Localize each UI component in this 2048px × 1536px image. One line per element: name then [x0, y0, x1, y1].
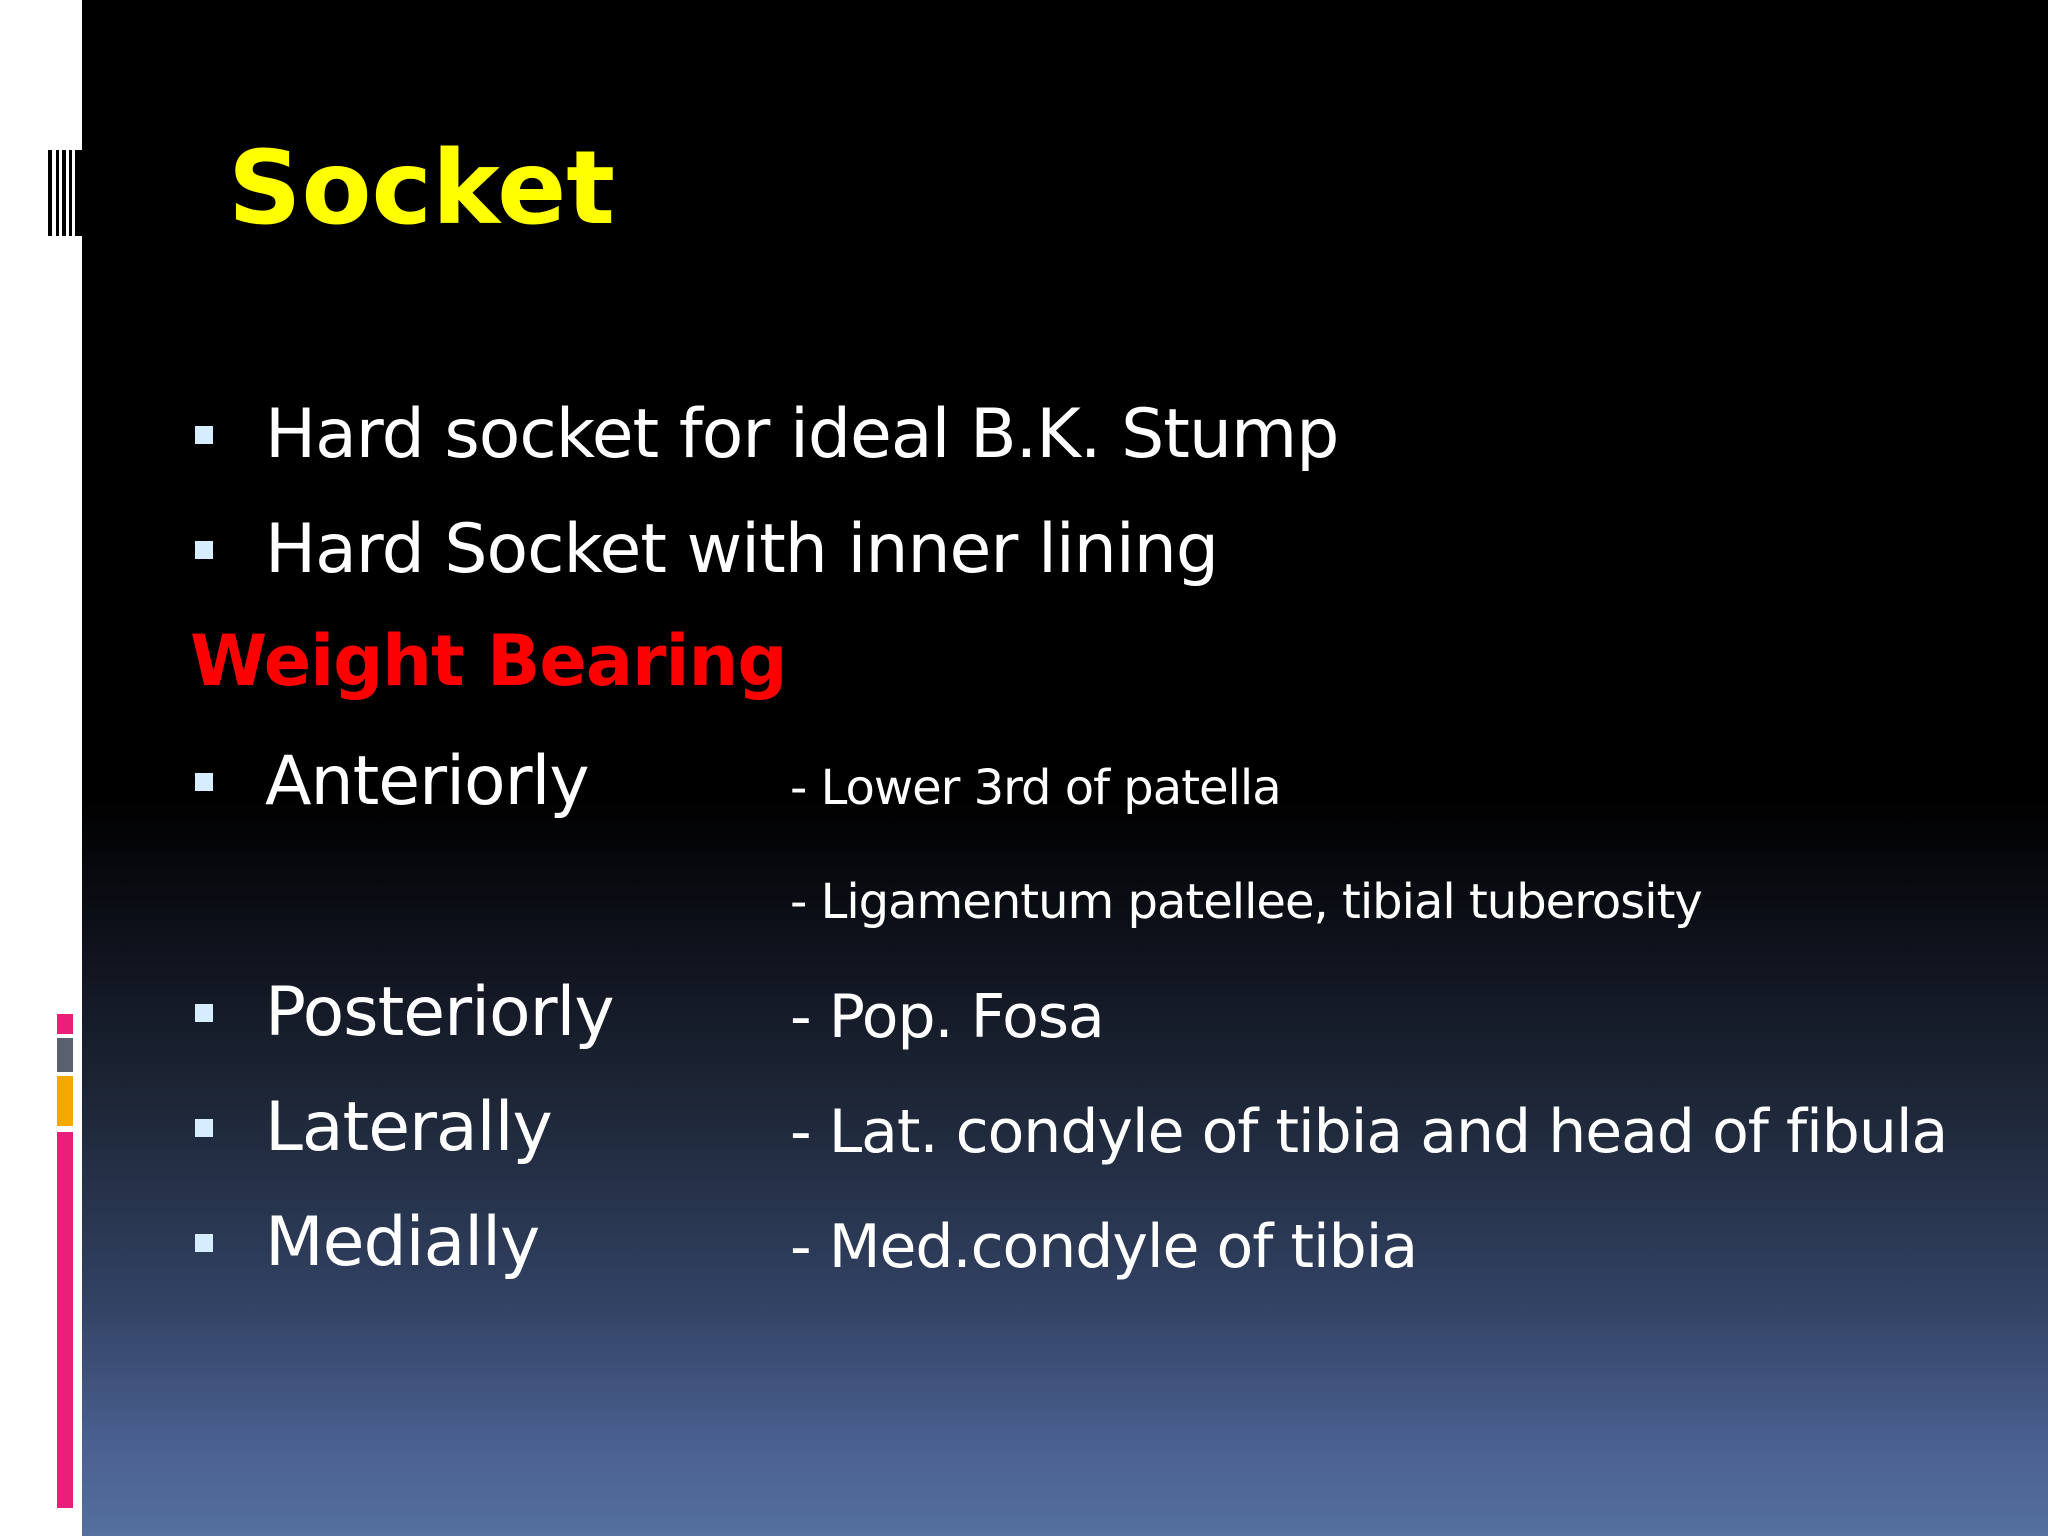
- square-bullet-icon: [195, 1234, 213, 1252]
- decorative-bar-pink-top: [57, 1014, 73, 1034]
- square-bullet-icon: [195, 1119, 213, 1137]
- weight-bearing-detail: - Pop. Fosa: [790, 982, 1104, 1052]
- weight-bearing-detail: - Med.condyle of tibia: [790, 1212, 1418, 1282]
- slide-title: Socket: [228, 129, 616, 248]
- weight-bearing-label: Anteriorly: [265, 742, 589, 821]
- square-bullet-icon: [195, 1004, 213, 1022]
- weight-bearing-item: [195, 1198, 539, 1288]
- weight-bearing-label: Posteriorly: [265, 973, 614, 1052]
- section-heading: Weight Bearing: [190, 620, 787, 702]
- weight-bearing-detail: - Lower 3rd of patella: [790, 760, 1281, 816]
- square-bullet-icon: [195, 773, 213, 791]
- weight-bearing-detail: - Lat. condyle of tibia and head of fibula: [790, 1097, 1948, 1167]
- bullet-text: Hard socket for ideal B.K. Stump: [265, 395, 1339, 474]
- decorative-bar-pink-long: [57, 1132, 73, 1508]
- weight-bearing-item: [195, 737, 589, 827]
- decorative-bar-orange: [57, 1076, 73, 1126]
- weight-bearing-item: [195, 968, 614, 1058]
- weight-bearing-label: Laterally: [265, 1088, 552, 1167]
- square-bullet-icon: [195, 426, 213, 444]
- bullet-text: Hard Socket with inner lining: [265, 510, 1218, 589]
- weight-bearing-item: [195, 1083, 552, 1173]
- bullet-item: [195, 505, 1218, 595]
- bullet-item: [195, 390, 1338, 480]
- weight-bearing-label: Medially: [265, 1203, 540, 1282]
- square-bullet-icon: [195, 541, 213, 559]
- decorative-bar-gray: [57, 1038, 73, 1072]
- decorative-stripes-top: [48, 150, 82, 236]
- weight-bearing-detail: - Ligamentum patellee, tibial tuberosity: [790, 874, 1702, 930]
